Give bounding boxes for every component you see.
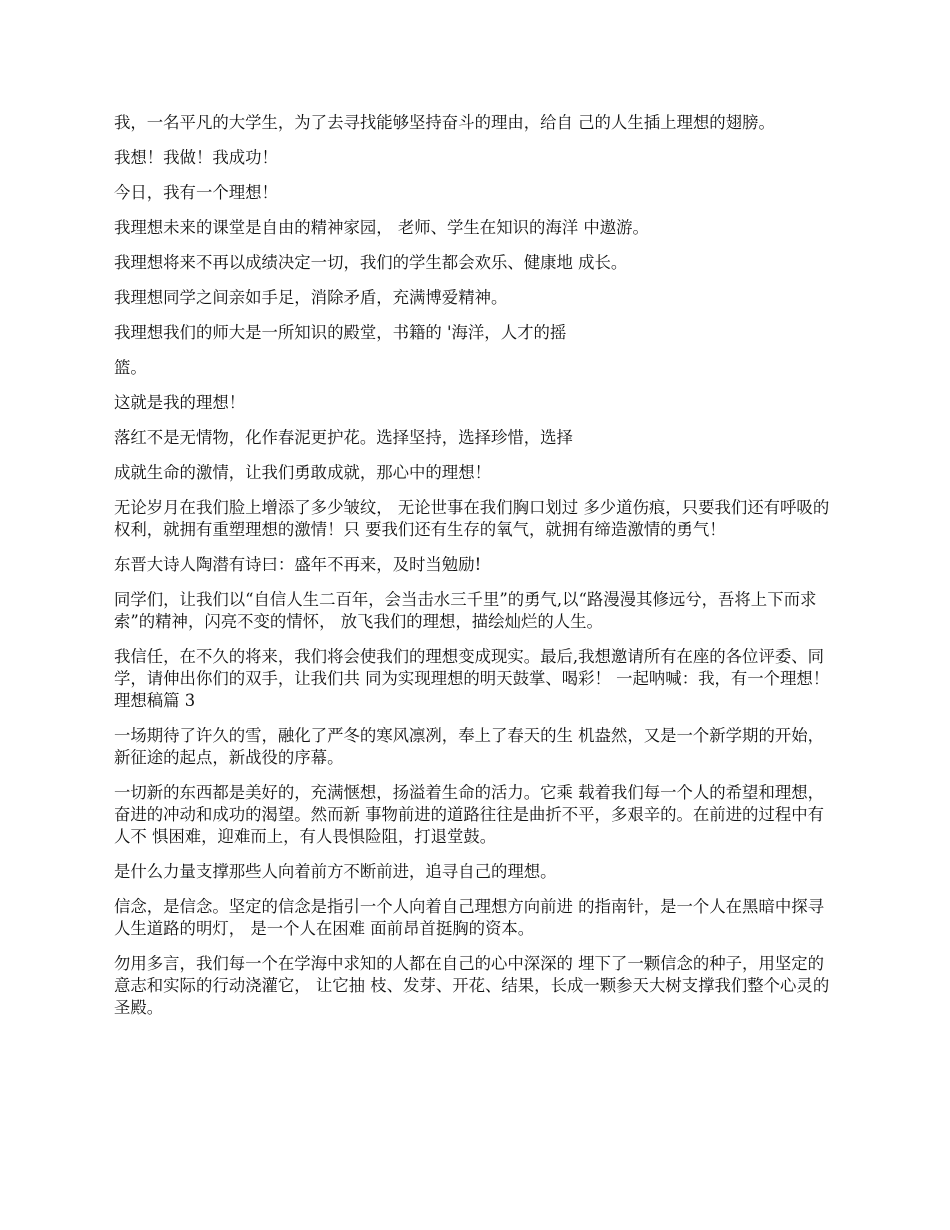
paragraph: 落红不是无情物，化作春泥更护花。选择坚持，选择珍惜，选择: [114, 428, 573, 447]
paragraph: 今日，我有一个理想！: [114, 183, 278, 202]
paragraph: 同学们，让我们以“自信人生二百年，会当击水三千里”的勇气,以“路漫漫其修远兮，吾将上下而求索”的精神，闪亮不变的情怀， 放飞我们的理想，描绘灿烂的人生。: [114, 590, 817, 631]
paragraph: 这就是我的理想！: [114, 393, 246, 412]
paragraph: 我理想将来不再以成绩决定一切，我们的学生都会欢乐、健康地 成长。: [114, 253, 628, 272]
paragraph: 我理想我们的师大是一所知识的殿堂，书籍的 '海洋，人才的摇: [114, 323, 567, 342]
paragraph: 我信任，在不久的将来，我们将会使我们的理想变成现实。最后,我想邀请所有在座的各位评委、同学，请伸出你们的双手，让我们共 同为实现理想的明天鼓掌、喝彩！ 一起呐喊：我，有一个理想！ 理想稿篇 3: [114, 647, 835, 710]
paragraph: 我想！我做！我成功！: [114, 148, 278, 167]
paragraph: 无论岁月在我们脸上增添了多少皱纹， 无论世事在我们胸口划过 多少道伤痕，只要我们还有呼吸的权利，就拥有重塑理想的激情！只 要我们还有生存的氧气，就拥有缔造激情的勇气！: [114, 498, 830, 539]
paragraph: 我理想未来的课堂是自由的精神家园， 老师、学生在知识的海洋 中遨游。: [114, 218, 649, 237]
paragraph: 一场期待了许久的雪，融化了严冬的寒风凛冽，奉上了春天的生 机盎然，又是一个新学期的开始，新征途的起点，新战役的序幕。: [114, 726, 825, 767]
paragraph: 东晋大诗人陶潜有诗曰：盛年不再来，及时当勉励!: [114, 555, 482, 574]
paragraph: 是什么力量支撑那些人向着前方不断前进，追寻自己的理想。: [114, 862, 557, 881]
document-body: [114, 112, 835, 1032]
paragraph: 一切新的东西都是美好的，充满惬想，扬溢着生命的活力。它乘 载着我们每一个人的希望和理想， 奋进的冲动和成功的渴望。然而新 事物前进的道路往往是曲折不平，多艰辛的。在前进的过程中有人不 惧困难，迎难而上，有人畏惧险阻，打退堂鼓。: [114, 783, 830, 846]
paragraph: 我理想同学之间亲如手足，消除矛盾，充满博爱精神。: [114, 288, 508, 307]
paragraph: 篮。: [114, 358, 147, 377]
paragraph: 成就生命的激情，让我们勇敢成就，那心中的理想！: [114, 463, 491, 482]
paragraph: 信念，是信念。坚定的信念是指引一个人向着自己理想方向前进 的指南针，是一个人在黑暗中探寻人生道路的明灯， 是一个人在困难 面前昂首挺胸的资本。: [114, 897, 825, 938]
paragraph: 勿用多言，我们每一个在学海中求知的人都在自己的心中深深的 埋下了一颗信念的种子，用坚定的意志和实际的行动浇灌它， 让它抽 枝、发芽、开花、结果，长成一颗参天大树支撑我们整个心灵的圣殿。: [114, 954, 830, 1017]
paragraph: 我，一名平凡的大学生，为了去寻找能够坚持奋斗的理由，给自 己的人生插上理想的翅膀。: [114, 113, 775, 132]
